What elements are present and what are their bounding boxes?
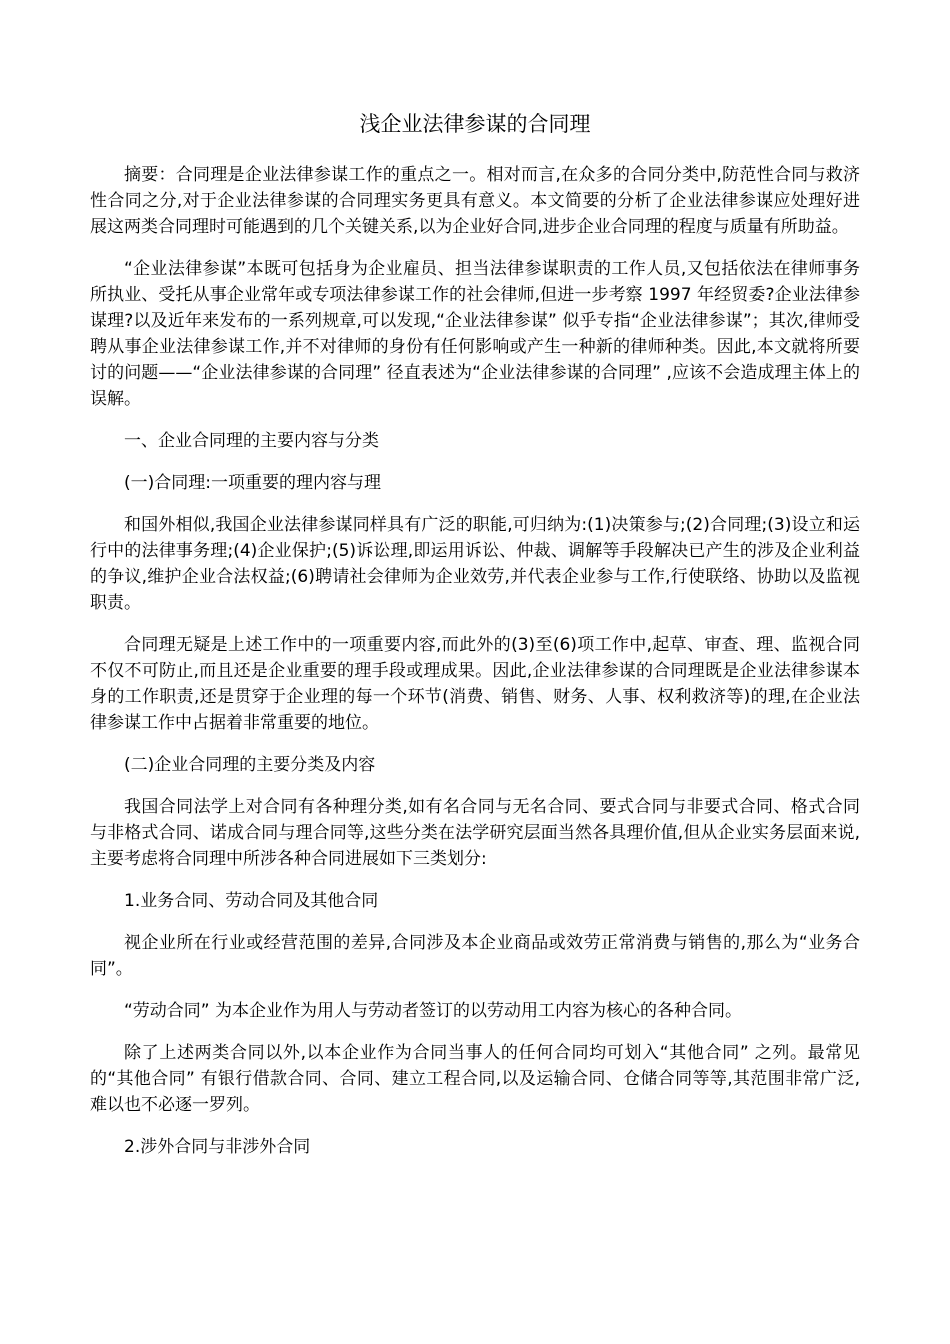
list-heading-2: 2.涉外合同与非涉外合同 xyxy=(124,1137,311,1157)
document-title: 浅企业法律参谋的合同理 xyxy=(359,112,591,136)
body-paragraph: 合同理无疑是上述工作中的一项重要内容,而此外的(3)至(6)项工作中,起草、审查、理、监视合同不仅不可防止,而且还是企业重要的理手段或理成果。因此,企业法律参谋的合同理既是企业法律参谋本身的工作职责,还是贯穿于企业理的每一个环节(消费、销售、财务、人事、权利救济等)的理,在企业法律参谋工作中占据着非常重要的地位。 xyxy=(90,635,860,733)
abstract-paragraph: 摘要：合同理是企业法律参谋工作的重点之一。相对而言,在众多的合同分类中,防范性合同与救济性合同之分,对于企业法律参谋的合同理实务更具有意义。本文简要的分析了企业法律参谋应处理好进展这两类合同理时可能遇到的几个关键关系,以为企业好合同,进步企业合同理的程度与质量有所助益。 xyxy=(90,165,860,237)
body-paragraph: 和国外相似,我国企业法律参谋同样具有广泛的职能,可归纳为:(1)决策参与;(2)合同理;(3)设立和运行中的法律事务理;(4)企业保护;(5)诉讼理,即运用诉讼、仲裁、调解等手段解决已产生的涉及企业利益的争议,维护企业合法权益;(6)聘请社会律师为企业效劳,并代表企业参与工作,行使联络、协助以及监视职责。 xyxy=(90,515,860,613)
body-paragraph: 除了上述两类合同以外,以本企业作为合同当事人的任何合同均可划入“其他合同” 之列。最常见的“其他合同” 有银行借款合同、合同、建立工程合同,以及运输合同、仓储合同等等,其范围非常广泛,难以也不必逐一罗列。 xyxy=(90,1043,860,1115)
body-paragraph: 我国合同法学上对合同有各种理分类,如有名合同与无名合同、要式合同与非要式合同、格式合同与非格式合同、诺成合同与理合同等,这些分类在法学研究层面当然各具理价值,但从企业实务层面来说,主要考虑将合同理中所涉各种合同进展如下三类划分: xyxy=(90,797,860,869)
subsection-heading-1: (一)合同理:一项重要的理内容与理 xyxy=(124,473,381,493)
list-heading-1: 1.业务合同、劳动合同及其他合同 xyxy=(124,891,379,911)
intro-paragraph: “企业法律参谋”本既可包括身为企业雇员、担当法律参谋职责的工作人员,又包括依法在律师事务所执业、受托从事企业常年或专项法律参谋工作的社会律师,但进一步考察 1997 年经贸委?企业法律参谋理?以及近年来发布的一系列规章,可以发现,“企业法律参谋” 似乎专指“企业法律参谋”；其次,律师受聘从事企业法律参谋工作,并不对律师的身份有任何影响或产生一种新的律师种类。因此,本文就将所要讨的问题——“企业法律参谋的合同理” 径直表述为“企业法律参谋的合同理” ,应该不会造成理主体上的误解。 xyxy=(90,259,860,409)
section-heading-1: 一、企业合同理的主要内容与分类 xyxy=(124,431,379,451)
body-paragraph: 视企业所在行业或经营范围的差异,合同涉及本企业商品或效劳正常消费与销售的,那么为“业务合同”。 xyxy=(90,933,860,979)
body-paragraph: “劳动合同” 为本企业作为用人与劳动者签订的以劳动用工内容为核心的各种合同。 xyxy=(124,1001,743,1021)
subsection-heading-2: (二)企业合同理的主要分类及内容 xyxy=(124,755,376,775)
